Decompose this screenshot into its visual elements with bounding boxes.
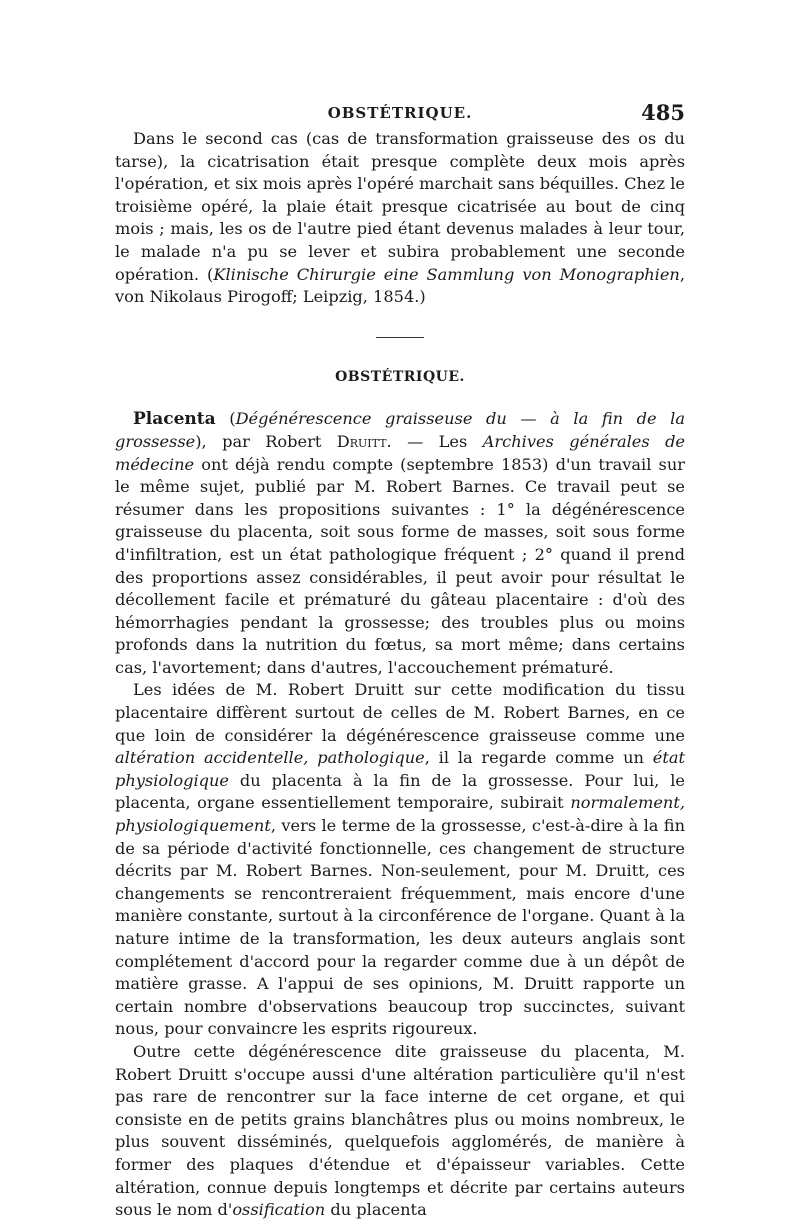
- previous-article-paragraph: [115, 128, 685, 309]
- text-run: , vers le terme de la grossesse, c'est-à-dire à la fin de sa période d'activité fonctionnelle, ces changement de structure décrits par M. Robert Barnes. Non-seulement, pour M. Druitt, ces changements se rencontreraient fréquemment, mais encore d'une manière constante, surtout à la circonférence de l'organe. Quant à la nature intime de la transformation, les deux auteurs anglais sont complétement d'accord pour la regarder comme due à un dépôt de matière grasse. A l'appui de ses opinions, M. Druitt rapporte un certain nombre d'observations beaucoup trop succinctes, suivant nous, pour convaincre les esprits rigoureux.: [115, 816, 685, 1039]
- article-paragraph-2: [115, 679, 685, 1041]
- running-head-title: OBSTÉTRIQUE.: [327, 104, 473, 122]
- page-number: 485: [641, 100, 685, 125]
- text-run: , il la regarde comme un: [424, 748, 653, 768]
- text-run: ont déjà rendu compte (septembre 1853) d'un travail sur le même sujet, publié par M. Robert Barnes. Ce travail peut se résumer dans les propositions suivantes : 1° la dégénérescence graisseuse du placenta, soit sous forme de masses, soit sous forme d'infiltration, est un état pathologique fréquent ; 2° quand il prend des proportions assez considérables, il peut avoir pour résultat le décollement facile et prématuré du gâteau placentaire : d'où des hémorrhagies pendant la grossesse; des troubles plus ou moins profonds dans la nutrition du fœtus, sa mort même; dans certains cas, l'avortement; dans d'autres, l'accouchement prématuré.: [115, 454, 685, 677]
- italic-run: altération accidentelle, pathologique: [115, 748, 425, 768]
- text-run: . — Les: [386, 431, 483, 451]
- section-divider: [376, 337, 424, 338]
- running-head: [115, 100, 685, 130]
- text-run: ), par Robert: [195, 431, 337, 451]
- italic-run: ossification: [232, 1200, 326, 1220]
- section-title: OBSTÉTRIQUE.: [335, 368, 465, 385]
- text-run: (: [215, 409, 236, 429]
- body-text: [115, 128, 685, 1222]
- italic-run: état physiologique: [115, 748, 685, 790]
- author-name: Druitt: [336, 431, 387, 451]
- entry-title: Placenta: [133, 409, 216, 430]
- text-run: Outre cette dégénérescence dite graisseuse du placenta, M. Robert Druitt s'occupe aussi d'une altération particulière qu'il n'est pas rare de rencontrer sur la face interne de cet organe, et qui consiste en de petits grains blanchâtres plus ou moins nombreux, le plus souvent disséminés, quelquefois agglomérés, de manière à former des plaques d'étendue et d'épaisseur variables. Cette altération, connue depuis longtemps et décrite par certains auteurs sous le nom d': [115, 1041, 685, 1220]
- italic-run: normalement, physiologiquement: [115, 793, 685, 836]
- source-citation: Klinische Chirurgie eine Sammlung von Monographien: [213, 264, 680, 284]
- text-run: du placenta à la fin de la grossesse. Pour lui, le placenta, organe essentiellement temporaire, subirait: [115, 770, 685, 813]
- text-run: , von Nikolaus Pirogoff; Leipzig, 1854.): [115, 264, 685, 307]
- text-run: du placenta: [325, 1200, 427, 1220]
- article-paragraph-3: [115, 1041, 685, 1222]
- entry-subtitle: Dégénérescence graisseuse du — à la fin de la grossesse: [115, 409, 685, 451]
- text-run: Dans le second cas (cas de transformation graisseuse des os du tarse), la cicatrisation était presque complète deux mois après l'opération, et six mois après l'opéré marchait sans béquilles. Chez le troisième opéré, la plaie était presque cicatrisée au bout de cinq mois ; mais, les os de l'autre pied étant devenus malades à leur tour, le malade n'a pu se lever et subira probablement une seconde opération. (: [115, 129, 685, 284]
- article-paragraph-1: [115, 408, 685, 679]
- text-run: Les idées de M. Robert Druitt sur cette modification du tissu placentaire diffèrent surtout de celles de M. Robert Barnes, en ce que loin de considérer la dégénérescence graisseuse comme une: [115, 680, 685, 745]
- journal-name: Archives générales de médecine: [115, 431, 686, 474]
